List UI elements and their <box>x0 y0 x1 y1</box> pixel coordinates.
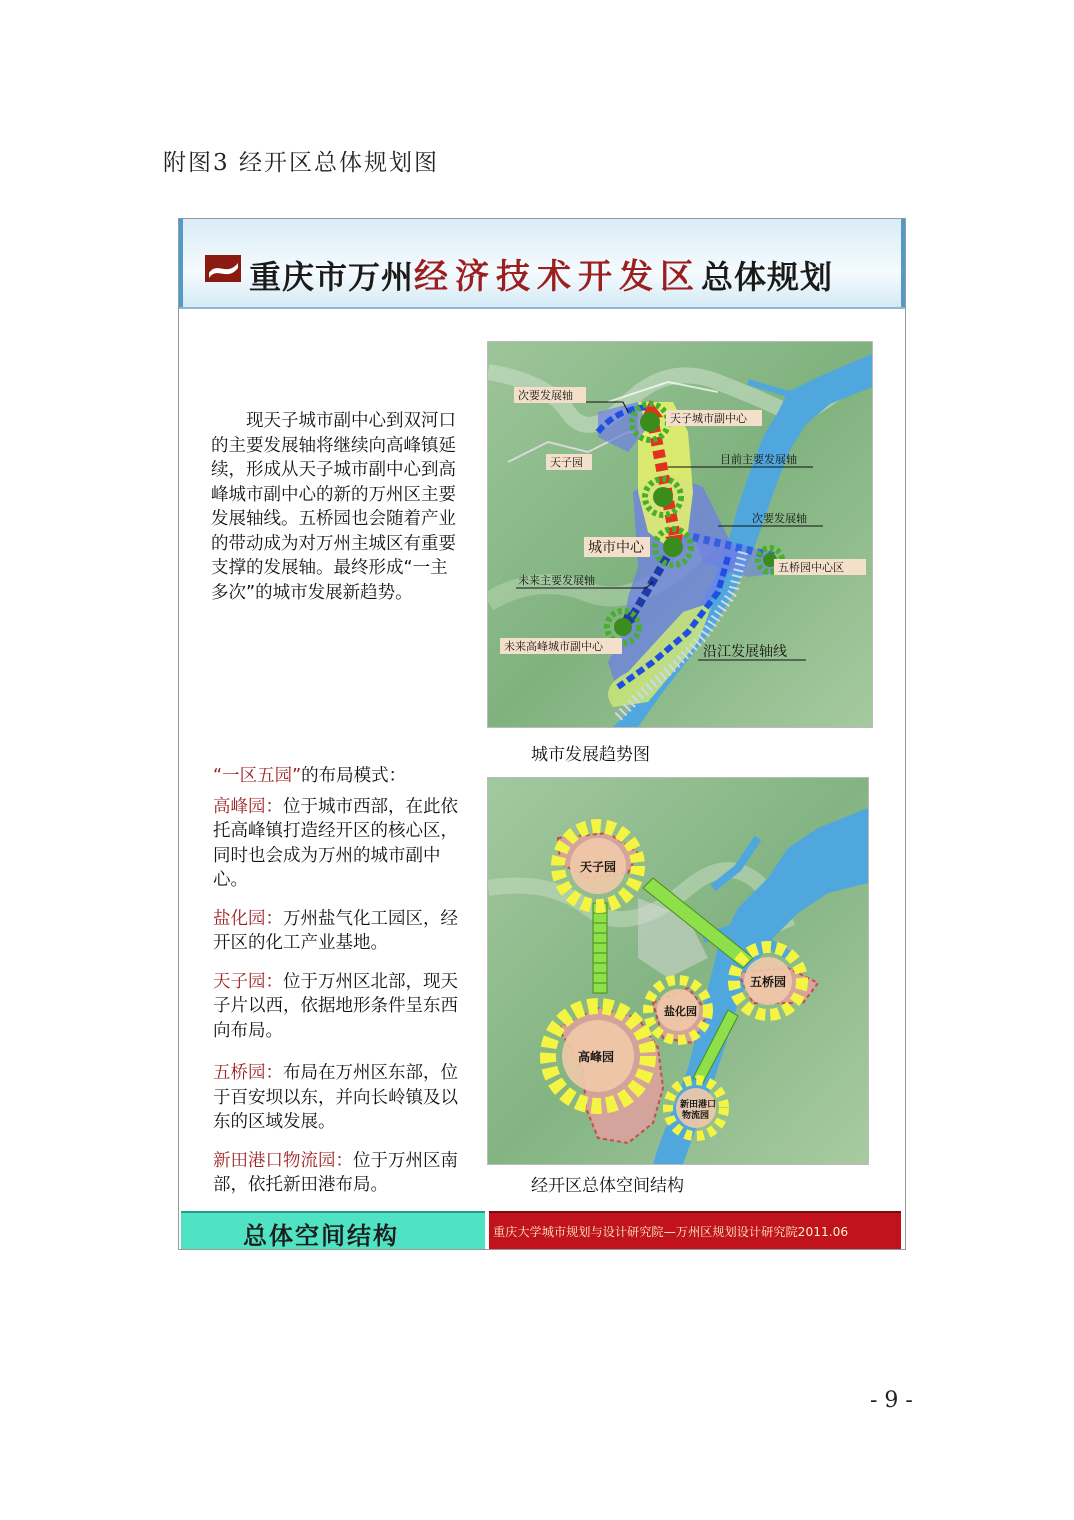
layout-heading-quote: “一区五园” <box>213 766 302 786</box>
intro-paragraph: 现天子城市副中心到双河口的主要发展轴将继续向高峰镇延续，形成从天子城市副中心到高峰城市副中心的新的万州区主要发展轴线。五桥园也会随着产业的带动成为对万州主城区有重要支撑的发展轴。最终形成“一主多次”的城市发展新趋势。 <box>211 411 456 603</box>
park-desc: 位于万州区南部，依托新田港布局。 <box>213 1150 458 1195</box>
park-name: 高峰园： <box>213 796 283 817</box>
title-prefix: 重庆市万州 <box>249 258 415 296</box>
footer-right-panel <box>489 1211 901 1249</box>
park-tianzi <box>213 970 473 1044</box>
label-xintian-line1: 新田港口 <box>680 1100 717 1110</box>
sheet-footer <box>179 1211 905 1249</box>
title-suffix: 总体规划 <box>701 258 834 296</box>
park-gaofeng <box>213 795 473 893</box>
label-tianzi-park: 天子园 <box>550 456 583 469</box>
development-trend-map <box>487 341 873 728</box>
label-secondary-axis-1: 次要发展轴 <box>518 389 573 402</box>
label-gaofeng: 高峰园 <box>578 1050 615 1064</box>
label-xintian-line2: 物流园 <box>682 1111 710 1121</box>
footer-left-title: 总体空间结构 <box>243 1222 399 1250</box>
label-city-center: 城市中心 <box>588 540 644 556</box>
park-name: 五桥园： <box>213 1063 283 1083</box>
label-wuqiao-center: 五桥园中心区 <box>778 561 844 574</box>
label-future-main-axis: 未来主要发展轴 <box>518 574 595 587</box>
label-secondary-axis-2: 次要发展轴 <box>752 512 807 525</box>
figure-caption: 附图3 经开区总体规划图 <box>163 150 439 176</box>
label-current-main-axis: 目前主要发展轴 <box>720 453 797 466</box>
label-future-gaofeng-center: 未来高峰城市副中心 <box>504 640 603 653</box>
park-xintian <box>213 1149 473 1198</box>
label-riverside-axis: 沿江发展轴线 <box>703 644 787 660</box>
title-banner <box>179 219 905 309</box>
park-wuqiao <box>213 1061 473 1135</box>
park-desc: 万州盐气化工园区，经开区的化工产业基地。 <box>213 908 458 953</box>
title-highlight: 经济技术开发区 <box>414 257 702 297</box>
footer-left-panel <box>181 1211 485 1249</box>
label-tianzi: 天子园 <box>580 860 617 874</box>
footer-credit: 重庆大学城市规划与设计研究院—万州区规划设计研究院2011.06 <box>493 1225 849 1239</box>
banner-left-edge <box>179 219 183 307</box>
planning-sheet <box>178 218 906 1250</box>
label-yanhua: 盐化园 <box>664 1005 697 1018</box>
banner-title <box>249 249 833 298</box>
park-name: 盐化园： <box>213 908 283 929</box>
brand-logo-icon <box>205 255 241 282</box>
label-tianzi-sub-center: 天子城市副中心 <box>670 412 747 425</box>
banner-right-edge <box>901 219 905 307</box>
park-name: 天子园： <box>213 971 283 992</box>
park-desc: 位于城市西部，在此依托高峰镇打造经开区的核心区，同时也会成为万州的城市副中心。 <box>213 796 458 890</box>
spatial-structure-map <box>487 777 869 1165</box>
park-name: 新田港口物流园： <box>213 1150 353 1171</box>
map2-caption: 经开区总体空间结构 <box>531 1176 684 1196</box>
park-desc: 布局在万州区东部，位于百安坝以东，并向长岭镇及以东的区域发展。 <box>213 1063 458 1132</box>
page-number: - 9 - <box>870 1388 913 1413</box>
layout-heading-rest: 的布局模式： <box>301 766 407 786</box>
layout-heading <box>213 764 473 789</box>
park-desc: 位于万州区北部，现天子片以西，依据地形条件呈东西向布局。 <box>213 971 458 1041</box>
map1-caption: 城市发展趋势图 <box>531 745 650 765</box>
park-yanhua <box>213 907 473 956</box>
label-wuqiao: 五桥园 <box>750 975 787 989</box>
layout-section <box>213 764 473 1212</box>
